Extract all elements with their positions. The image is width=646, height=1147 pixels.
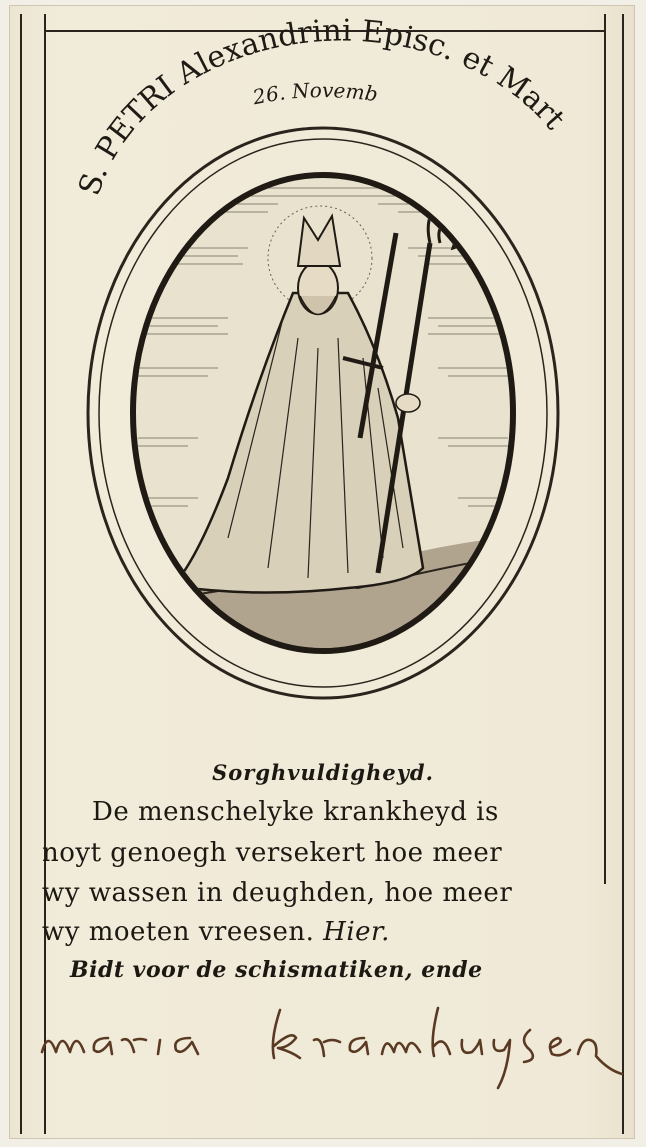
sig-r2	[314, 1039, 340, 1056]
sig-a1	[94, 1038, 112, 1054]
text-line-4-main: wy moeten vreesen.	[42, 917, 315, 947]
sig-y	[494, 1040, 510, 1088]
sig-n	[578, 1040, 622, 1074]
sig-m	[42, 1041, 84, 1052]
sig-a2	[175, 1038, 198, 1054]
feast-date: 26. Novemb	[250, 78, 380, 110]
text-line-1: De menschelyke krankheyd is	[92, 797, 499, 827]
sig-u	[462, 1040, 482, 1054]
sig-i	[158, 1040, 160, 1054]
handwritten-signature	[30, 990, 630, 1100]
text-line-3: wy wassen in deughden, hoe meer	[42, 878, 513, 908]
sig-h	[433, 1008, 450, 1056]
text-line-4	[42, 917, 390, 947]
saint-title: S. PETRI Alexandrini Episc. et Mart	[72, 13, 572, 200]
sig-a3	[350, 1038, 368, 1054]
sig-m2	[382, 1043, 420, 1054]
motto-heading: Sorghvuldigheyd.	[212, 760, 434, 785]
text-line-4-italic: Hier.	[323, 917, 390, 947]
sig-k	[273, 1010, 300, 1058]
text-line-2: noyt genoegh versekert hoe meer	[42, 838, 503, 868]
text-line-5: Bidt voor de schismatiken, ende	[70, 957, 483, 983]
sig-e	[550, 1038, 570, 1055]
sig-r	[122, 1039, 146, 1052]
saint-hand	[396, 394, 420, 412]
saint-medallion	[78, 118, 568, 708]
sig-s	[524, 1030, 533, 1062]
